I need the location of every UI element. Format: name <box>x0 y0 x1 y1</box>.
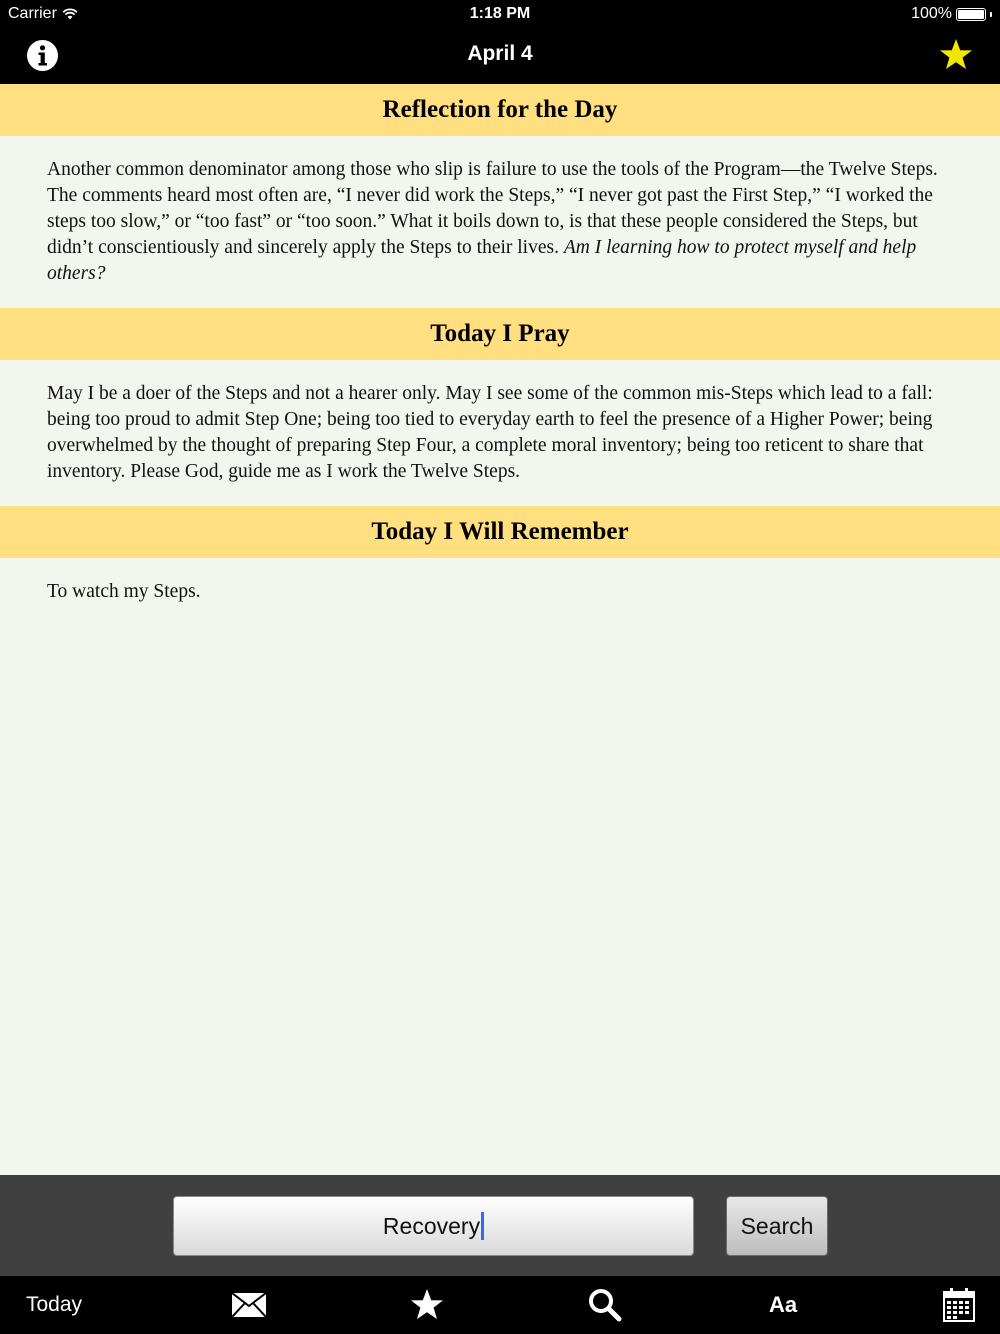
nav-bar <box>0 28 1000 84</box>
calendar-icon <box>943 1288 975 1322</box>
tab-favorites[interactable] <box>408 1287 446 1323</box>
battery-tip <box>990 12 992 17</box>
favorite-star-icon[interactable] <box>938 37 974 73</box>
battery-group <box>911 5 992 23</box>
pray-text <box>47 381 957 485</box>
battery-percent: 100% <box>911 5 952 22</box>
search-button[interactable] <box>726 1196 828 1256</box>
carrier-label: Carrier <box>8 5 57 22</box>
tab-today[interactable]: Today <box>26 1293 83 1316</box>
section-header-reflection <box>0 84 1000 136</box>
status-time: 1:18 PM <box>469 5 531 22</box>
section-title: Reflection for the Day <box>382 96 618 123</box>
reflection-body: Another common denominator among those who slip is failure to use the tools of the Program—the Twelve Steps. The comments heard most often are, “I never did work the Steps,” “I never got past the First Step,” “I worked the steps too slow,” or “too fast” or “too soon.” What it boils down to, is that these people considered the Steps, but didn’t conscientiously and sincerely apply the Steps to their lives. <box>47 159 938 258</box>
section-header-pray <box>0 308 1000 360</box>
section-header-remember <box>0 506 1000 558</box>
search-button-label: Search <box>740 1212 814 1239</box>
tab-email[interactable] <box>230 1287 268 1323</box>
text-caret <box>481 1212 484 1240</box>
search-input-value: Recovery <box>382 1213 481 1239</box>
reflection-text <box>47 157 957 287</box>
remember-body: To watch my Steps. <box>47 581 201 602</box>
status-bar <box>0 0 1000 28</box>
pray-body: May I be a doer of the Steps and not a hearer only. May I see some of the common mis-Steps which lead to a fall: being too proud to admit Step One; being too tied to everyday earth to feel the presence of a Higher Power; being overwhelmed by the thought of preparing Step Four, a complete moral inventory; being too reticent to share that inventory. Please God, guide me as I work the Twelve Steps. <box>47 383 933 482</box>
search-icon <box>588 1288 622 1322</box>
search-bar <box>0 1175 1000 1276</box>
search-input[interactable] <box>173 1196 694 1256</box>
font-size-icon[interactable]: Aa <box>768 1292 798 1317</box>
star-icon <box>409 1288 445 1322</box>
remember-text <box>47 579 957 605</box>
envelope-icon <box>232 1293 266 1317</box>
reflection-question: Am I learning how to protect myself and help others? <box>47 237 917 284</box>
battery-icon <box>956 8 986 21</box>
tab-calendar[interactable] <box>940 1287 978 1323</box>
section-title: Today I Will Remember <box>371 518 629 545</box>
section-title: Today I Pray <box>430 320 570 347</box>
tab-bar <box>0 1276 1000 1334</box>
nav-title: April 4 <box>467 42 533 65</box>
tab-search[interactable] <box>586 1287 624 1323</box>
